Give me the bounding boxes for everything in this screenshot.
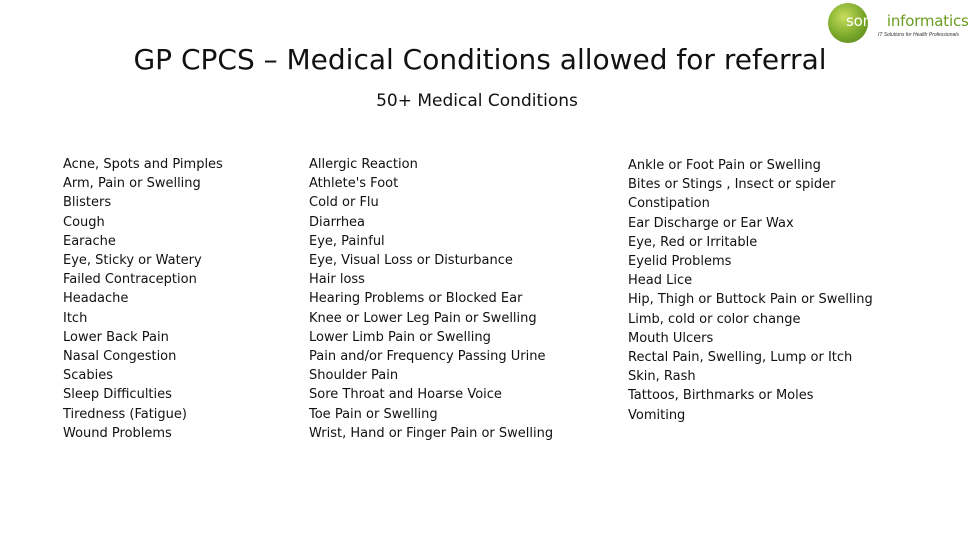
condition-item: Eye, Red or Irritable [628,234,758,250]
condition-item: Hearing Problems or Blocked Ear [309,291,523,307]
condition-item: Sleep Difficulties [63,387,172,403]
condition-item: Allergic Reaction [309,157,418,172]
condition-item: Limb, cold or color change [628,311,801,327]
condition-item: Wound Problems [63,425,172,441]
condition-item: Hip, Thigh or Buttock Pain or Swelling [628,292,873,308]
condition-item: Cough [63,214,105,230]
condition-item: Mouth Ulcers [628,330,714,346]
condition-item: Eye, Sticky or Watery [63,253,202,269]
condition-item: Constipation [628,196,710,212]
condition-item: Cold or Flu [309,195,379,211]
condition-item: Lower Back Pain [63,329,169,345]
slide-subtitle: 50+ Medical Conditions [376,91,578,111]
condition-item: Arm, Pain or Swelling [63,176,201,192]
condition-item: Acne, Spots and Pimples [63,157,223,172]
condition-item: Rectal Pain, Swelling, Lump or Itch [628,350,853,366]
condition-item: Skin, Rash [628,369,696,385]
condition-item: Lower Limb Pain or Swelling [309,329,491,345]
condition-item: Toe Pain or Swelling [309,406,438,422]
condition-item: Failed Contraception [63,272,197,288]
condition-item: Wrist, Hand or Finger Pain or Swelling [309,425,554,441]
condition-item: Tiredness (Fatigue) [63,406,187,422]
condition-item: Athlete's Foot [309,176,399,192]
logo-wordmark [846,14,969,29]
condition-item: Shoulder Pain [309,368,399,384]
condition-item: Vomiting [628,407,686,423]
condition-item: Knee or Lower Leg Pain or Swelling [309,310,537,326]
condition-item: Ankle or Foot Pain or Swelling [628,158,821,173]
conditions-column-3 [628,156,873,425]
condition-item: Nasal Congestion [63,349,177,365]
condition-item: Diarrhea [309,214,366,230]
condition-item: Bites or Stings , Insect or spider [628,177,836,193]
condition-item: Scabies [63,368,114,384]
conditions-column-2 [309,155,553,443]
condition-item: Ear Discharge or Ear Wax [628,215,794,231]
condition-item: Hair loss [309,272,365,288]
logo-tagline: IT Solutions for Health Professionals [878,32,959,38]
slide-title: GP CPCS – Medical Conditions allowed for referral [133,43,827,76]
logo-wordmark-part2: informatics [886,12,969,30]
condition-item: Eye, Visual Loss or Disturbance [309,253,513,269]
condition-item: Blisters [63,195,112,211]
condition-item: Head Lice [628,273,693,289]
condition-item: Eyelid Problems [628,254,732,270]
conditions-column-1 [63,155,223,443]
condition-item: Pain and/or Frequency Passing Urine [309,349,546,365]
condition-item: Tattoos, Birthmarks or Moles [628,388,814,404]
sonar-informatics-logo [828,3,969,43]
logo-wordmark-part1: sonar [846,12,887,30]
condition-item: Headache [63,291,129,307]
condition-item: Itch [63,310,88,326]
condition-item: Eye, Painful [309,233,385,249]
condition-item: Sore Throat and Hoarse Voice [309,387,502,403]
condition-item: Earache [63,233,116,249]
